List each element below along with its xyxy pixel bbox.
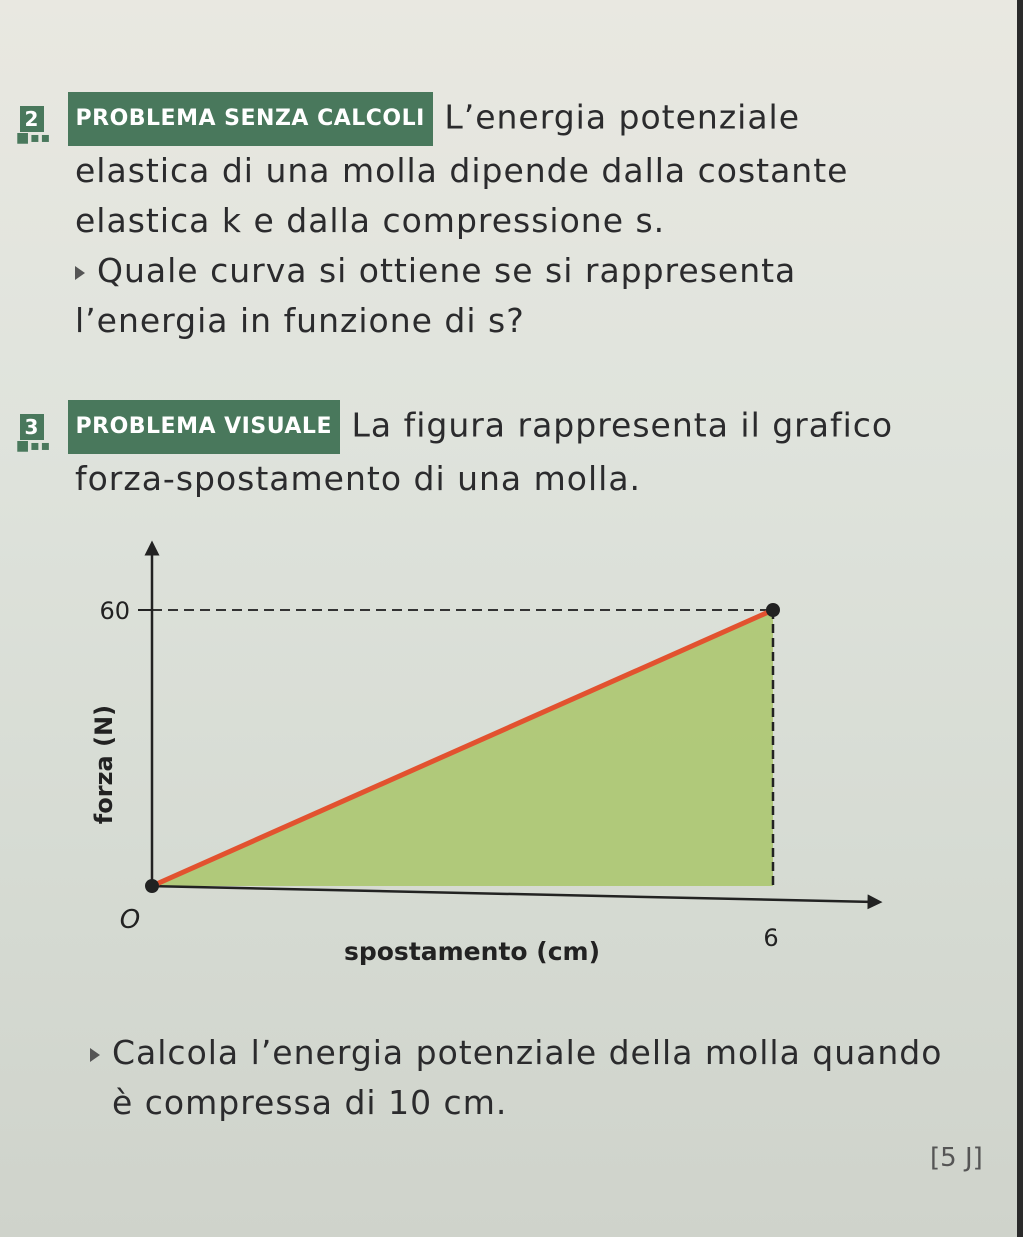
question-line: l’energia in funzione di s? bbox=[75, 301, 525, 340]
exercise-3 bbox=[16, 400, 894, 504]
answer-label: [5 J] bbox=[930, 1143, 983, 1173]
y-axis-label: forza (N) bbox=[90, 704, 118, 825]
data-point bbox=[145, 879, 159, 893]
text-line: L’energia potenziale bbox=[444, 97, 801, 137]
exercise-number: 2 bbox=[20, 106, 44, 132]
force-displacement-chart bbox=[0, 530, 1000, 970]
text-line: elastica k e dalla compressione s. bbox=[75, 201, 666, 240]
y-tick-label: 60 bbox=[99, 597, 130, 625]
x-axis bbox=[148, 886, 875, 902]
bullet-icon bbox=[90, 1048, 100, 1062]
bullet-icon bbox=[75, 266, 85, 280]
text-line: elastica di una molla dipende dalla costante bbox=[75, 151, 849, 190]
exercise-tag: PROBLEMA VISUALE bbox=[68, 400, 340, 454]
text-line: forza-spostamento di una molla. bbox=[75, 459, 642, 498]
exercise-2 bbox=[16, 92, 849, 346]
difficulty-dots: ■▪▪ bbox=[16, 438, 52, 454]
exercise-tag: PROBLEMA SENZA CALCOLI bbox=[68, 92, 433, 146]
difficulty-dots: ■▪▪ bbox=[16, 130, 52, 146]
origin-label: O bbox=[119, 905, 141, 935]
question-line: Calcola l’energia potenziale della molla quando bbox=[112, 1033, 943, 1072]
exercise-number: 3 bbox=[20, 414, 44, 440]
exercise-3-question bbox=[90, 1028, 942, 1128]
question-line: è compressa di 10 cm. bbox=[112, 1083, 508, 1122]
text-line: La figura rappresenta il grafico bbox=[351, 405, 894, 445]
question-line: Quale curva si ottiene se si rappresenta bbox=[97, 251, 797, 290]
x-axis-label: spostamento (cm) bbox=[343, 937, 601, 966]
x-tick-label: 6 bbox=[763, 924, 779, 952]
data-point bbox=[766, 603, 780, 617]
